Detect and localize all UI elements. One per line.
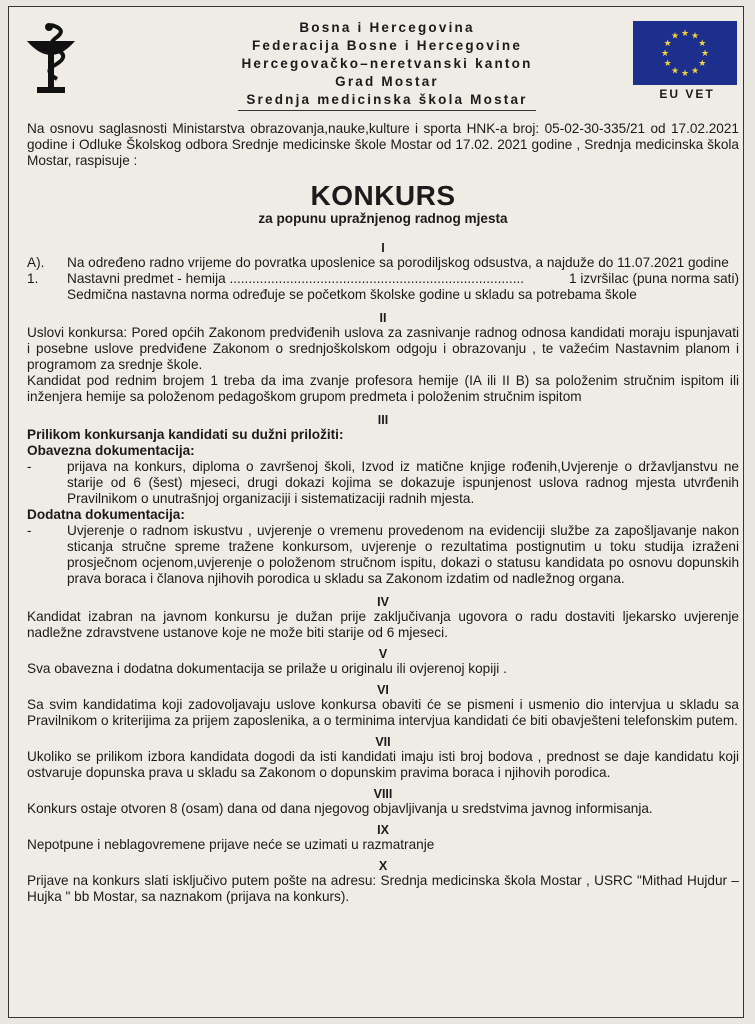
section-numeral-x: X [378, 859, 388, 873]
item-count: 1 izvršilac (puna norma sati) [569, 271, 739, 286]
section-i-note: Sedmična nastavna norma određuje se početkom školske godine u skladu sa potrebama škole [67, 287, 637, 302]
header-line-school: Srednja medicinska škola Mostar [238, 91, 535, 111]
section-numeral-iii: III [377, 413, 389, 427]
eu-star-icon: ★ [680, 68, 690, 78]
header-line-country: Bosna i Hercegovina [299, 20, 475, 35]
mandatory-docs-heading: Obavezna dokumentacija: [27, 443, 195, 458]
page-title: KONKURS [310, 180, 456, 211]
section-numeral-vi: VI [377, 683, 389, 697]
section-numeral-vii: VII [375, 735, 391, 749]
eu-flag-icon [633, 21, 737, 85]
section-i-a-text: Na određeno radno vrijeme do povratka uposlenice sa porodiljskog odsustva, a najduže do 11.07.2021 godine [67, 255, 729, 270]
list-marker: A). [27, 255, 45, 270]
eu-vet-caption: EU VET [659, 87, 715, 101]
list-marker: - [27, 459, 32, 474]
section-iii-heading: Prilikom konkursanja kandidati su dužni priložiti: [27, 427, 344, 442]
section-numeral-viii: VIII [373, 787, 393, 801]
section-numeral-ii: II [379, 311, 387, 325]
eu-star-icon: ★ [670, 65, 680, 76]
section-i-note-row [27, 287, 739, 303]
section-i-a [27, 255, 739, 271]
eu-star-icon: ★ [660, 48, 670, 58]
section-iv-text: Kandidat izabran na javnom konkursu je dužan prije zaključivanja ugovora o radu dostaviti ljekarsko uvjerenje nadležne zdravstvene ustanove koje ne može biti starije od 6 mjeseci. [27, 609, 739, 640]
eu-vet-logo [631, 21, 743, 107]
additional-docs-heading: Dodatna dokumentacija: [27, 507, 185, 522]
section-ii-conditions: Uslovi konkursa: Pored općih Zakonom predviđenih uslova za zasnivanje radnog odnosa kandidati moraju ispunjavati i posebne uslove predviđene Zakonom o srednjoškolskom odgoju i obrazovanju , te važećim Nastavnim planom i programom za srednje škole. [27, 325, 739, 372]
eu-star-icon: ★ [700, 48, 710, 58]
section-i-item [27, 271, 739, 287]
section-numeral-v: V [378, 647, 388, 661]
header-line-city: Grad Mostar [335, 74, 439, 89]
section-x-text: Prijave na konkurs slati isključivo putem pošte na adresu: Srednja medicinska škola Mostar , USRC "Mithad Hujdur –Hujka " bb Mostar, sa naznakom (prijava na konkurs). [27, 873, 739, 904]
section-numeral-iv: IV [377, 595, 389, 609]
eu-star-icon: ★ [690, 30, 700, 41]
announcement-body [27, 121, 739, 905]
section-ii-candidate: Kandidat pod rednim brojem 1 treba da ima zvanje profesora hemije (IA ili II B) sa položenim stručnim ispitom ili inženjera hemije sa položenom pedagoškom grupom predmeta i položenim stručnim ispitom [27, 373, 739, 404]
eu-star-icon: ★ [663, 38, 672, 48]
additional-docs-item [27, 523, 739, 587]
header [159, 19, 615, 111]
mandatory-docs-item [27, 459, 739, 507]
eu-star-icon: ★ [698, 58, 707, 68]
section-v-text: Sva obavezna i dodatna dokumentacija se prilaže u originalu ili ovjerenoj kopiji . [27, 661, 507, 676]
header-line-canton: Hercegovačko–neretvanski kanton [241, 56, 533, 71]
eu-star-icon: ★ [698, 38, 707, 48]
list-marker: 1. [27, 271, 39, 286]
section-vii-text: Ukoliko se prilikom izbora kandidata dogodi da isti kandidati imaju isti broj bodova , prednost se daje kandidatu koji ostvaruje dopunska prava u skladu sa Zakonom o dopunskim pravima boraca i njihovih porodica. [27, 749, 739, 780]
section-numeral-ix: IX [377, 823, 389, 837]
eu-star-icon: ★ [680, 28, 690, 38]
header-line-federation: Federacija Bosne i Hercegovine [251, 38, 523, 53]
eu-star-icon: ★ [663, 58, 672, 68]
item-leader-dots: .............................................................................. [229, 271, 525, 286]
list-marker: - [27, 523, 32, 538]
announcement-sheet [8, 6, 744, 1018]
item-subject: Nastavni predmet - hemija [67, 271, 226, 286]
eu-star-icon: ★ [670, 30, 680, 41]
bowl-of-hygieia-icon [23, 21, 79, 103]
additional-docs-text: Uvjerenje o radnom iskustvu , uvjerenje o vremenu provedenom na evidenciji službe za zapošljavanje nakon sticanja stručne spreme tražene konkursom, uvjerenje o rezultatima postignutim u toku studija izraženi prosječnom ocjenom,uvjerenje o položenom stručnom ispitu, dokazi o statusu kandidata po osnovu dopunskih prava boraca i članova njihovih porodica u skladu sa Zakonom izdatim od nadležnog organa. [67, 523, 739, 586]
section-vi-text: Sa svim kandidatima koji zadovoljavaju uslove konkursa obaviti će se pismeni i usmenio dio intervjua u skladu sa Pravilnikom o kriterijima za prijem zaposlenika, a o terminima intervjua kandidati će biti obavješteni telefonskim putem. [27, 697, 739, 728]
section-numeral-i: I [381, 241, 385, 255]
intro-paragraph: Na osnovu saglasnosti Ministarstva obrazovanja,nauke,kulture i sporta HNK-a broj: 05-02-30-335/21 od 17.02.2021 godine i Odluke Školskog odbora Srednje medicinske škole Mostar od 17.02. 2021 godine , Srednja medicinska škola Mostar, raspisuje : [27, 121, 739, 168]
section-ix-text: Nepotpune i neblagovremene prijave neće se uzimati u razmatranje [27, 837, 435, 852]
page-subtitle: za popunu upražnjenog radnog mjesta [258, 211, 508, 226]
mandatory-docs-text: prijava na konkurs, diploma o završenoj školi, Izvod iz matične knjige rođenih,Uvjerenje o državljanstvu ne starije od 6 (šest) mjeseci, drugi dokazi kojima se dokazuje ispunjenost uslova radnog mjesta utvrđenih Pravilnikom o unutrašnjoj organizaciji i sistematizaciji radnih mjesta. [67, 459, 739, 506]
section-viii-text: Konkurs ostaje otvoren 8 (osam) dana od dana njegovog objavljivanja u sredstvima javnog informisanja. [27, 801, 653, 816]
eu-star-icon: ★ [690, 65, 700, 76]
